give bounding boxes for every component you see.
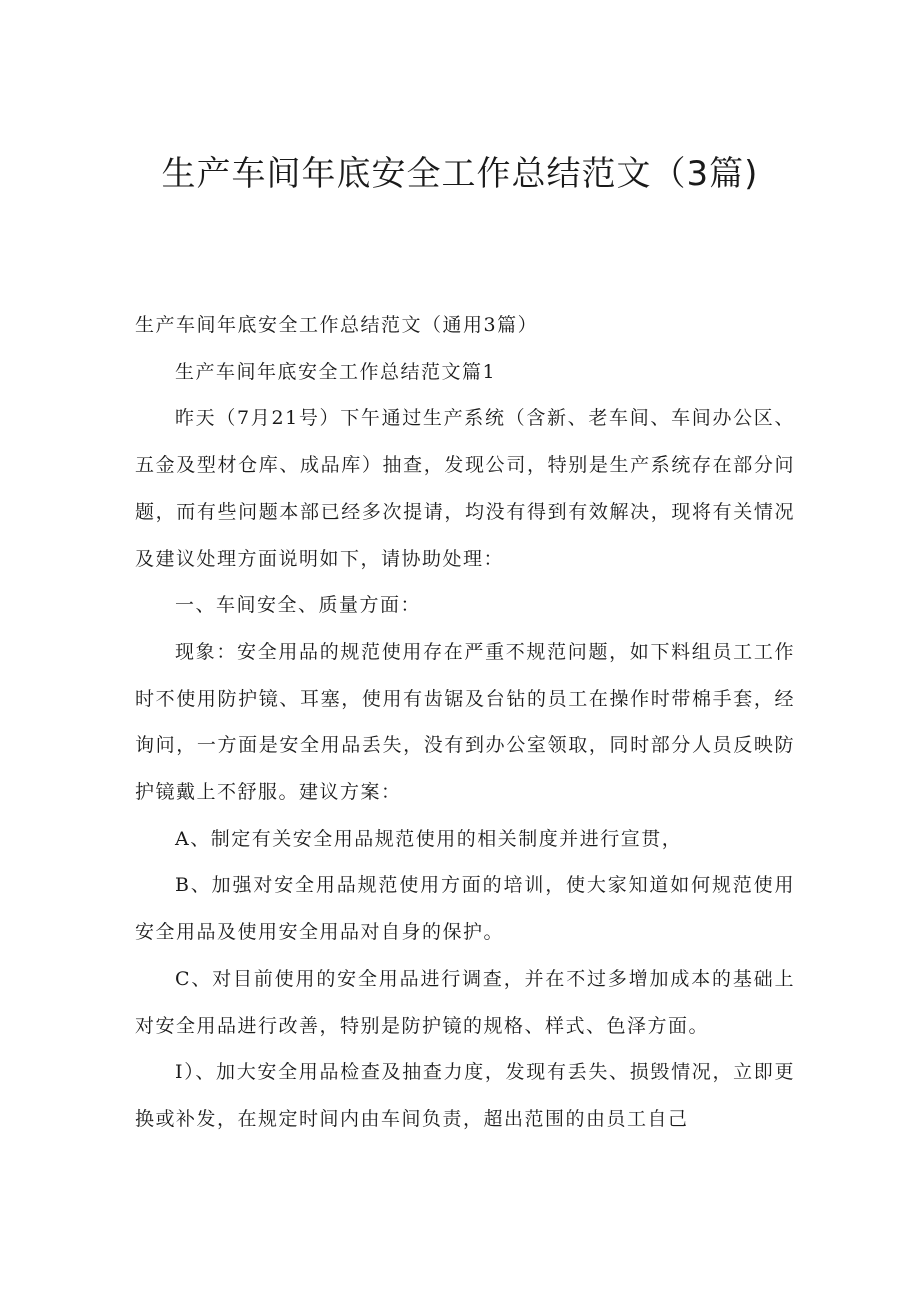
paragraph-section-heading: 生产车间年底安全工作总结范文篇1 [175, 360, 497, 383]
paragraph-intro: 昨天（7月21号）下午通过生产系统（含新、老车间、车间办公区、五金及型材仓库、成品库）抽查，发现公司，特别是生产系统存在部分问题，而有些问题本部已经多次提请，均没有得到有效解决，现将有关情况及建议处理方面说明如下，请协助处理： [135, 407, 795, 570]
paragraph-subtitle: 生产车间年底安全工作总结范文（通用3篇） [135, 314, 539, 336]
document-title: 生产车间年底安全工作总结范文（3篇) [161, 154, 759, 194]
paragraph-item-d: I）、加大安全用品检查及抽查力度，发现有丢失、损毁情况，立即更换或补发，在规定时间内由车间负责，超出范围的由员工自己 [135, 1061, 795, 1130]
paragraph-item-a: A、制定有关安全用品规范使用的相关制度并进行宣贯， [175, 827, 683, 850]
paragraph-heading-safety-quality: 一、车间安全、质量方面： [175, 594, 422, 617]
paragraph-phenomenon: 现象：安全用品的规范使用存在严重不规范问题，如下料组员工工作时不使用防护镜、耳塞，使用有齿锯及台钻的员工在操作时带棉手套，经询问，一方面是安全用品丢失，没有到办公室领取，同时部分人员反映防护镜戴上不舒服。建议方案： [135, 640, 795, 804]
document-body [135, 302, 795, 1143]
paragraph-item-b: B、加强对安全用品规范使用方面的培训，使大家知道如何规范使用安全用品及使用安全用品对自身的保护。 [135, 874, 795, 944]
paragraph-item-c: C、对目前使用的安全用品进行调查，并在不过多增加成本的基础上对安全用品进行改善，特别是防护镜的规格、样式、色泽方面。 [135, 967, 795, 1037]
